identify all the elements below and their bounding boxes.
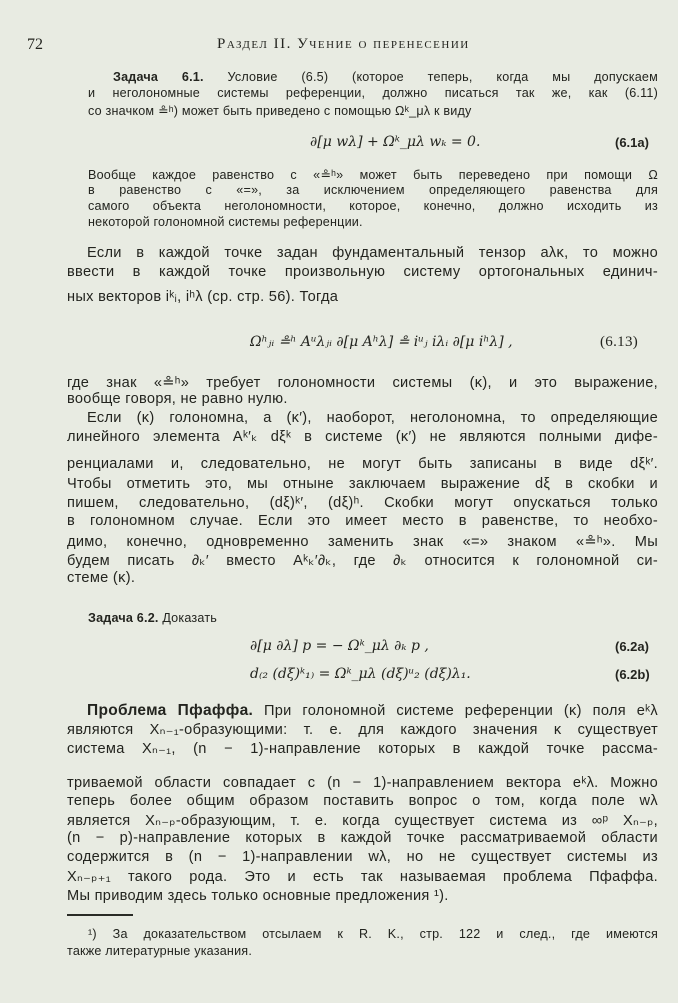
body-line: будем писать ∂ₖ′ вместо Aᵏₖ′∂ₖ, где ∂ₖ относится к голономной си- <box>67 553 658 569</box>
footnote-line: также литературные указания. <box>67 944 253 958</box>
equation-number: (6.13) <box>600 334 639 350</box>
equation-6-2b: d₍₂ (dξ)ᵏ₁₎ = Ωᵏ_μλ (dξ)ᵘ₂ (dξ)λ₁. <box>250 666 471 682</box>
pfaff-line: система Xₙ₋₁, (n − 1)-направление которых в каждой точке рассма- <box>67 741 658 757</box>
section-title: Проблема Пфаффа. <box>87 702 254 719</box>
pfaff-line: Мы приводим здесь только основные предложения ¹). <box>67 888 449 904</box>
pfaff-line: триваемой области совпадает с (n − 1)-направлением вектора eᵏλ. Можно <box>67 775 658 791</box>
body-line: ввести в каждой точке произвольную систему ортогональных единич- <box>67 264 658 280</box>
body-line: Чтобы отметить это, мы отныне заключаем выражение dξ в скобки и <box>67 476 658 492</box>
equation-6-13: Ωʰⱼᵢ ≗ʰ Aᵘλⱼᵢ ∂[μ Aʰλ] ≗ iᵘⱼ iλᵢ ∂[μ iʰλ] , <box>250 334 513 350</box>
pfaff-line: теперь более общим образом поставить вопрос о том, когда поле wλ <box>67 793 658 809</box>
pfaff-line <box>87 702 658 720</box>
body-line: вообще говоря, не равно нулю. <box>67 391 288 407</box>
equation-number: (6.2a) <box>615 639 649 654</box>
footnote-rule <box>67 914 133 916</box>
note-line: некоторой голономной системы референции. <box>88 215 363 229</box>
page-number: 72 <box>27 36 43 53</box>
task-label: Задача 6.1. <box>113 70 204 84</box>
body-line: в голономном случае. Если это имеет место в равенстве, то необхо- <box>67 513 658 529</box>
pfaff-line: содержится в (n − 1)-направлении wλ, но не существует системы из <box>67 849 658 865</box>
body-line: ренциалами и, следовательно, не могут быть записаны в виде dξᵏ′. <box>67 456 658 472</box>
task-6-2-line <box>88 611 217 625</box>
equation-6-1a: ∂[μ wλ] + Ωᵏ_μλ wₖ = 0. <box>310 134 481 150</box>
equation-number: (6.1a) <box>615 135 649 150</box>
equation-6-2a: ∂[μ ∂λ] p = − Ωᵏ_μλ ∂ₖ p , <box>250 638 429 654</box>
text: Условие (6.5) (которое теперь, когда мы допускаем <box>227 70 658 84</box>
body-line: линейного элемента Aᵏ′ₖ dξᵏ в системе (κ′) не являются полными дифе- <box>67 429 658 445</box>
body-line: димо, конечно, одновременно заменить знак «=» знаком «≗ʰ». Мы <box>67 534 658 550</box>
footnote-line: ¹) За доказательством отсылаем к R. K., стр. 122 и след., где имеются <box>88 927 658 941</box>
task-6-1-line <box>113 70 658 84</box>
pfaff-line: Xₙ₋ₚ₊₁ такого рода. Это и есть так называемая проблема Пфаффа. <box>67 869 658 885</box>
running-header: Раздел II. Учение о перенесении <box>217 36 470 52</box>
note-line: в равенство с «=», за исключением определяющего равенства для <box>88 183 658 197</box>
body-line: Если в каждой точке задан фундаментальный тензор aλκ, то можно <box>87 245 658 261</box>
equation-number: (6.2b) <box>615 667 650 682</box>
text: Доказать <box>162 611 218 625</box>
body-line: пишем, следовательно, (dξ)ᵏ′, (dξ)ʰ. Скобки могут опускаться только <box>67 495 658 511</box>
body-line: стеме (κ). <box>67 570 136 586</box>
body-line: Если (κ) голономна, а (κ′), наоборот, неголономна, то определяющие <box>87 410 658 426</box>
pfaff-line: являются Xₙ₋₁-образующими: т. е. для каждого значения κ существует <box>67 722 658 738</box>
text: При голономной системе референции (κ) поля eᵏλ <box>263 703 658 719</box>
task-6-1-line: со значком ≗ʰ) может быть приведено с помощью Ωᵏ_μλ к виду <box>88 104 472 118</box>
pfaff-line: (n − p)-направление которых в каждой точке рассматриваемой области <box>67 830 658 846</box>
note-line: самого объекта неголономности, которое, конечно, должно исходить из <box>88 199 658 213</box>
task-6-1-line: и неголономные системы референции, должно писаться так же, как (6.11) <box>88 86 658 100</box>
task-label: Задача 6.2. <box>88 611 159 625</box>
body-line: ных векторов iᵏᵢ, iʰλ (ср. стр. 56). Тогда <box>67 289 339 305</box>
body-line: где знак «≗ʰ» требует голономности системы (κ), и это выражение, <box>67 375 658 391</box>
pfaff-line: является Xₙ₋ₚ-образующим, т. е. когда существует система из ∞ᵖ Xₙ₋ₚ, <box>67 813 658 829</box>
note-line: Вообще каждое равенство с «≗ʰ» может быть переведено при помощи Ω <box>88 168 658 182</box>
